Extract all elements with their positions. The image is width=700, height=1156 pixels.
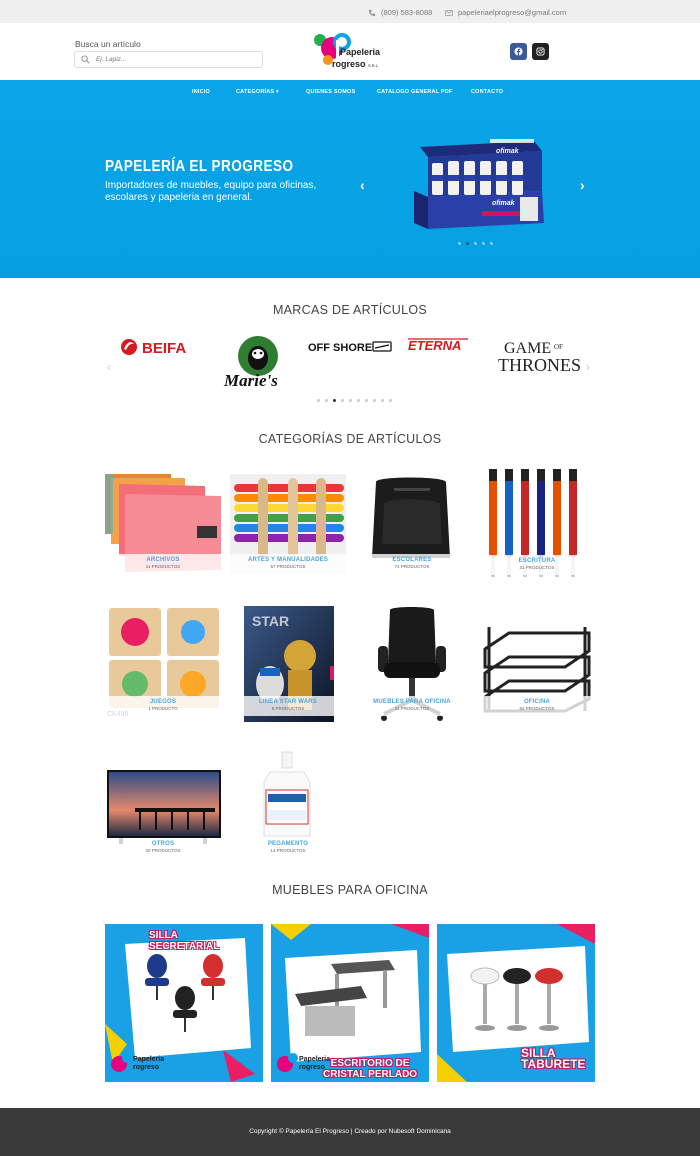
brands-dot[interactable] <box>373 399 376 402</box>
promo-logo-text <box>299 1056 330 1072</box>
category-caption <box>230 554 346 574</box>
nav-item-catalogo[interactable]: CATALOGO GENERAL PDF <box>377 89 453 95</box>
category-count: 64 PRODUCTOS <box>519 706 555 711</box>
hero-dot[interactable] <box>490 242 493 245</box>
hero-subtitle: Importadores de muebles, equipo para oficinas, escolares y papeleria en general. <box>105 180 317 203</box>
category-count: 8 PRODUCTOS <box>271 706 305 711</box>
hero-wave-edge <box>0 262 700 280</box>
category-caption <box>479 696 595 716</box>
category-name: PEGAMENTO <box>267 841 309 847</box>
category-count: 11 PRODUCTOS <box>394 706 430 711</box>
hero-next-arrow[interactable]: › <box>580 177 585 193</box>
phone-icon <box>368 9 376 17</box>
promo-logo-line2: rogreso <box>133 1064 160 1071</box>
brand-beifa-label: BEIFA <box>142 340 187 357</box>
nav-item-contacto[interactable]: CONTACTO <box>471 89 504 95</box>
search-input[interactable] <box>96 56 246 63</box>
facebook-button[interactable] <box>510 43 527 60</box>
svg-text:STAR: STAR <box>252 613 290 629</box>
hero-prev-arrow[interactable]: ‹ <box>360 177 365 193</box>
search-label: Busca un artículo <box>75 39 141 49</box>
email-contact[interactable] <box>445 8 566 17</box>
promo-title-line2: TABURETE <box>521 1057 586 1071</box>
category-caption <box>230 838 346 858</box>
logo-text-line2-word: rogreso <box>332 59 366 69</box>
category-card-artes[interactable] <box>230 474 346 574</box>
offshore-logo <box>308 337 394 357</box>
brands-prev-arrow[interactable]: ‹ <box>107 360 111 374</box>
promo-title <box>521 1048 585 1070</box>
category-count: 74 PRODUCTOS <box>394 564 430 569</box>
promo-logo-text <box>133 1056 164 1072</box>
footer <box>0 1108 700 1156</box>
instagram-icon <box>536 47 545 56</box>
brands-dot[interactable] <box>349 399 352 402</box>
category-caption <box>354 696 470 716</box>
email-address: papeleriaelprogreso@gmail.com <box>458 8 567 17</box>
maries-logo <box>222 334 296 392</box>
hero-product-brand-front: ofimak <box>492 200 515 207</box>
nav-item-inicio[interactable]: INICIO <box>192 89 211 95</box>
category-caption <box>230 696 346 716</box>
game-of-thrones-logo <box>496 335 580 377</box>
search-box[interactable] <box>74 51 263 68</box>
promo-title <box>323 1058 417 1080</box>
category-name: ESCOLARES <box>392 557 432 563</box>
instagram-button[interactable] <box>532 43 549 60</box>
category-caption <box>105 838 221 858</box>
brands-dot[interactable] <box>325 399 328 402</box>
hero-dot[interactable] <box>458 242 461 245</box>
category-caption <box>105 554 221 574</box>
promo-title-line1: ESCRITORIO DE <box>330 1058 410 1069</box>
brand-maries[interactable] <box>222 334 296 397</box>
category-count: 1 PRODUCTO <box>148 706 178 711</box>
category-card-star-wars[interactable] <box>230 606 346 724</box>
category-name: LINEA STAR WARS <box>259 699 317 705</box>
category-name: ARCHIVOS <box>146 557 180 563</box>
category-card-otros[interactable] <box>105 768 221 860</box>
hero-pagination <box>458 242 493 245</box>
top-bar <box>0 0 700 23</box>
category-caption <box>105 696 221 716</box>
brands-dot[interactable] <box>381 399 384 402</box>
hero-dot[interactable] <box>474 242 477 245</box>
category-name: ESCRITURA <box>518 558 556 564</box>
promo-logo-line1: Papeleria <box>299 1056 331 1063</box>
brand-offshore[interactable] <box>308 337 394 362</box>
category-card-escritura[interactable] <box>479 463 595 570</box>
svg-text:THRONES: THRONES <box>498 355 580 375</box>
category-caption <box>354 554 470 574</box>
categories-section-title: CATEGORÍAS DE ARTÍCULOS <box>258 432 442 446</box>
svg-text:OF: OF <box>554 343 563 351</box>
category-card-archivos[interactable] <box>105 474 221 574</box>
category-card-muebles[interactable] <box>354 606 470 724</box>
search-icon <box>81 55 90 64</box>
hero-product-image <box>412 133 545 233</box>
logo-text-line1: Papeleria <box>340 47 381 57</box>
svg-text:GAME: GAME <box>504 340 552 357</box>
phone-number: (809) 583-8088 <box>381 8 433 17</box>
promo-logo-line2: rogreso <box>299 1064 326 1071</box>
phone-contact[interactable] <box>368 8 432 17</box>
category-name: JUEGOS <box>149 699 177 705</box>
hero-title: PAPELERÍA EL PROGRESO <box>105 158 294 175</box>
envelope-icon <box>445 9 453 17</box>
brand-eterna-label: ETERNA <box>408 338 462 353</box>
header <box>0 23 700 80</box>
promo-silla-taburete[interactable] <box>437 924 595 1082</box>
promo-title-line2: SECRETARIAL <box>149 941 220 952</box>
category-caption <box>479 555 595 575</box>
footer-copyright: Copyright © Papelería El Progreso | Creado por Nubesoft Dominicana <box>249 1128 451 1135</box>
promo-title-line1: SILLA <box>521 1046 556 1060</box>
brands-pagination <box>317 399 392 402</box>
logo-text-line2 <box>332 59 379 69</box>
category-name: OTROS <box>151 841 175 847</box>
promo-title-line1: SILLA <box>149 930 178 941</box>
brand-offshore-label: OFF SHORE <box>308 342 373 354</box>
main-nav <box>0 80 700 105</box>
brands-dot[interactable] <box>389 399 392 402</box>
category-card-pegamento[interactable] <box>230 750 346 860</box>
beifa-logo <box>120 337 202 357</box>
category-card-oficina[interactable] <box>479 623 595 723</box>
promo-silla-secretarial[interactable] <box>105 924 263 1082</box>
category-count: 11 PRODUCTOS <box>145 564 181 569</box>
brands-dot[interactable] <box>341 399 344 402</box>
brand-beifa[interactable] <box>120 337 202 362</box>
promo-logo-line1: Papeleria <box>133 1056 165 1063</box>
promo-title <box>149 930 219 952</box>
hero-dot-active[interactable] <box>466 242 469 245</box>
eterna-logo <box>408 336 474 356</box>
brands-dot[interactable] <box>357 399 360 402</box>
brands-dot[interactable] <box>317 399 320 402</box>
brands-dot-active[interactable] <box>333 399 336 402</box>
category-name: OFICINA <box>523 699 551 705</box>
category-name: MUEBLES PARA OFICINA <box>373 699 451 705</box>
promo-escritorio-cristal[interactable] <box>271 924 429 1082</box>
hero-product-brand: ofimak <box>496 148 519 155</box>
nav-item-categorias-label: CATEGORÍAS <box>236 89 275 95</box>
logo-suffix: S.R.L. <box>368 63 380 68</box>
brands-section-title: MARCAS DE ARTÍCULOS <box>272 303 428 317</box>
category-card-juegos[interactable] <box>105 606 221 716</box>
brands-next-arrow[interactable]: › <box>586 360 590 374</box>
nav-item-quienes-somos[interactable]: QUIENES SOMOS <box>306 89 356 95</box>
brand-eterna[interactable] <box>408 336 474 361</box>
nav-item-categorias[interactable] <box>236 89 279 95</box>
promo-title-line2: CRISTAL PERLADO <box>323 1069 418 1080</box>
category-name: ARTES Y MANUALIDADES <box>247 557 329 563</box>
category-card-escolares[interactable] <box>354 474 470 574</box>
category-count: 57 PRODUCTOS <box>270 564 306 569</box>
hero-slider <box>0 105 700 278</box>
category-count: 20 PRODUCTOS <box>145 848 181 853</box>
brand-maries-label: Marie's <box>224 371 278 390</box>
brands-dot[interactable] <box>365 399 368 402</box>
category-count: 14 PRODUCTOS <box>270 848 306 853</box>
hero-dot[interactable] <box>482 242 485 245</box>
facebook-icon <box>514 47 523 56</box>
chevron-down-icon: ▾ <box>276 89 279 95</box>
category-count: 31 PRODUCTOS <box>519 565 555 570</box>
brand-game-of-thrones[interactable] <box>496 335 580 382</box>
muebles-section-title: MUEBLES PARA OFICINA <box>272 883 428 897</box>
